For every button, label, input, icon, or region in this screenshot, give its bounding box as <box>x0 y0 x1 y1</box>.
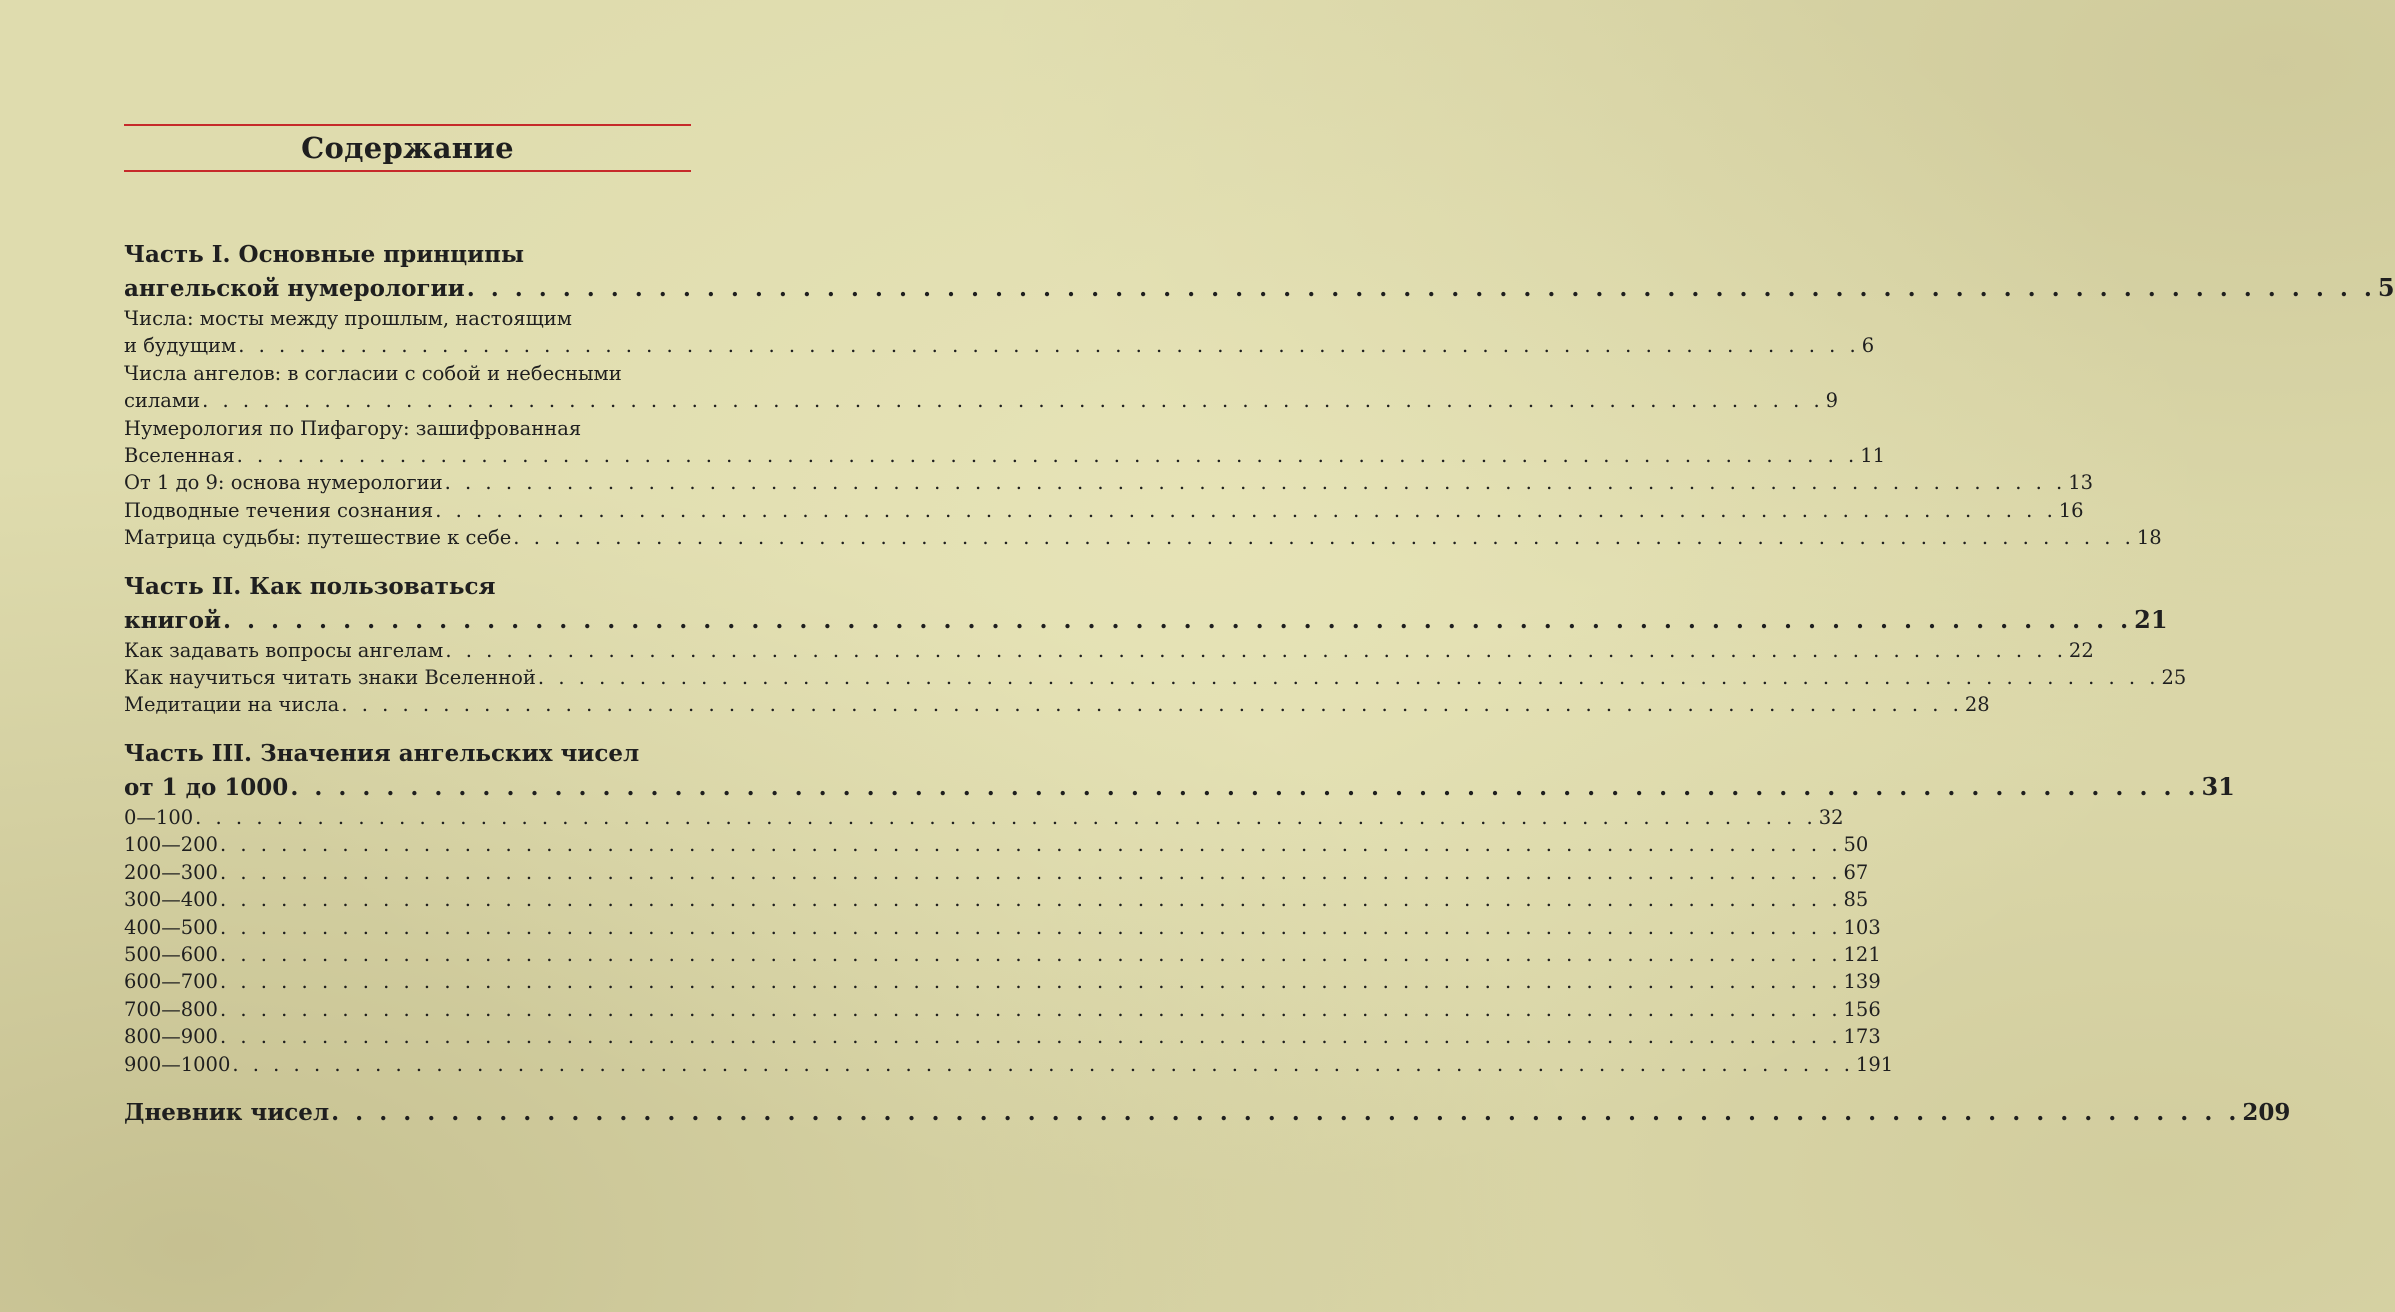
toc-entry <box>124 914 1881 941</box>
toc-entry <box>124 415 1886 470</box>
entry-row <box>124 497 2084 524</box>
entry-title: и будущим <box>124 334 237 358</box>
toc-entry <box>124 941 1881 968</box>
dot-leader: . . . . . . . . . . . . . . . . . . . . . . . . . . . . . . . . . . . . . . . . . . . . . . . . . . . . . . . . . . . . . . . . . . . . . . . . . . . . . . . . <box>202 389 1824 413</box>
entry-title: 100—200 <box>124 833 218 857</box>
dot-leader: . . . . . . . . . . . . . . . . . . . . . . . . . . . . . . . . . . . . . . . . . . . . . . . . . . . . . . . . . . . . . . . . . . . . . . . . . . . . . . . . <box>435 498 2057 522</box>
part-page-number: 21 <box>2134 604 2168 634</box>
dot-leader: . . . . . . . . . . . . . . . . . . . . . . . . . . . . . . . . . . . . . . . . . . . . . . . . . . . . . . . . . . . . . . . . . . . . . . . . . . . . . . . . <box>537 666 2160 690</box>
dot-leader: . . . . . . . . . . . . . . . . . . . . . . . . . . . . . . . . . . . . . . . . . . . . . . . . . . . . . . . . . . . . . . . . . . . . . . . . . . . . . . . . <box>445 638 2067 662</box>
toc-entry <box>124 1051 1894 1078</box>
entry-row <box>124 831 1869 858</box>
part-title-line2: ангельской нумерологии <box>124 275 465 302</box>
toc-entry <box>124 637 2094 664</box>
entry-title: Подводные течения сознания <box>124 498 434 522</box>
entry-row <box>124 442 1886 469</box>
dot-leader: . . . . . . . . . . . . . . . . . . . . . . . . . . . . . . . . . . . . . . . . . . . . . . . . . . . . . . . . . . . . . . . . . . . . . . . . . . . . . . . . <box>219 942 1842 966</box>
entry-row <box>124 637 2094 664</box>
dot-leader: . . . . . . . . . . . . . . . . . . . . . . . . . . . . . . . . . . . . . . . . . . . . . . . . . . . . . . . . . . . . . . . . . . . . . . . . . . . . . . . . <box>290 773 2200 801</box>
entry-page-number: 22 <box>2068 638 2094 662</box>
entry-title: Вселенная <box>124 444 235 468</box>
entry-row <box>124 996 1881 1023</box>
toc-entry <box>124 691 1990 718</box>
table-of-contents <box>124 238 2395 1129</box>
entry-page-number: 32 <box>1818 805 1844 829</box>
part-title <box>124 737 2235 804</box>
entry-title: 600—700 <box>124 970 218 994</box>
dot-leader: . . . . . . . . . . . . . . . . . . . . . . . . . . . . . . . . . . . . . . . . . . . . . . . . . . . . . . . . . . . . . . . . . . . . . . . . . . . . . . . . <box>331 1098 2241 1126</box>
entry-row <box>124 332 1875 359</box>
dot-leader: . . . . . . . . . . . . . . . . . . . . . . . . . . . . . . . . . . . . . . . . . . . . . . . . . . . . . . . . . . . . . . . . . . . . . . . . . . . . . . . . <box>223 606 2133 634</box>
dot-leader: . . . . . . . . . . . . . . . . . . . . . . . . . . . . . . . . . . . . . . . . . . . . . . . . . . . . . . . . . . . . . . . . . . . . . . . . . . . . . . . . <box>444 471 2067 495</box>
entry-row <box>124 804 1844 831</box>
toc-part <box>124 737 2235 1078</box>
diary-row <box>124 1096 2291 1129</box>
part-page-number: 31 <box>2201 771 2235 801</box>
entry-row <box>124 968 1881 995</box>
entry-page-number: 121 <box>1843 942 1881 966</box>
toc-entry <box>124 1023 1881 1050</box>
dot-leader: . . . . . . . . . . . . . . . . . . . . . . . . . . . . . . . . . . . . . . . . . . . . . . . . . . . . . . . . . . . . . . . . . . . . . . . . . . . . . . . . <box>219 860 1842 884</box>
dot-leader: . . . . . . . . . . . . . . . . . . . . . . . . . . . . . . . . . . . . . . . . . . . . . . . . . . . . . . . . . . . . . . . . . . . . . . . . . . . . . . . . <box>219 888 1842 912</box>
entry-title: 200—300 <box>124 860 218 884</box>
entry-title: Медитации на числа <box>124 693 340 717</box>
dot-leader: . . . . . . . . . . . . . . . . . . . . . . . . . . . . . . . . . . . . . . . . . . . . . . . . . . . . . . . . . . . . . . . . . . . . . . . . . . . . . . . . <box>341 693 1963 717</box>
part-title-line2: книгой <box>124 606 221 634</box>
part-title <box>124 570 2168 637</box>
entry-page-number: 18 <box>2136 526 2162 550</box>
entry-page-number: 6 <box>1861 334 1875 358</box>
entry-title-line1: Нумерология по Пифагору: зашифрованная <box>124 416 582 440</box>
entry-page-number: 13 <box>2068 471 2094 495</box>
entry-row <box>124 664 2187 691</box>
part-title-row <box>124 770 2235 804</box>
toc-entry <box>124 524 2162 551</box>
entry-page-number: 191 <box>1855 1052 1894 1076</box>
toc-entry <box>124 664 2187 691</box>
entry-page-number: 28 <box>1964 693 1990 717</box>
entry-page-number: 85 <box>1843 888 1869 912</box>
entry-row <box>124 859 1869 886</box>
entry-title: От 1 до 9: основа нумерологии <box>124 471 443 495</box>
page-title: Содержание <box>301 131 514 165</box>
part-title <box>124 238 2395 305</box>
toc-entry <box>124 804 1844 831</box>
entry-row <box>124 691 1990 718</box>
part-title-line2: от 1 до 1000 <box>124 773 289 801</box>
toc-entry <box>124 859 1869 886</box>
dot-leader: . . . . . . . . . . . . . . . . . . . . . . . . . . . . . . . . . . . . . . . . . . . . . . . . . . . . . . . . . . . . . . . . . . . . . . . . . . . . . . . . <box>195 805 1817 829</box>
toc-entry <box>124 968 1881 995</box>
entry-row <box>124 914 1881 941</box>
entry-row <box>124 941 1881 968</box>
dot-leader: . . . . . . . . . . . . . . . . . . . . . . . . . . . . . . . . . . . . . . . . . . . . . . . . . . . . . . . . . . . . . . . . . . . . . . . . . . . . . . . . <box>219 1025 1842 1049</box>
entry-title: Как научиться читать знаки Вселенной <box>124 666 536 690</box>
dot-leader: . . . . . . . . . . . . . . . . . . . . . . . . . . . . . . . . . . . . . . . . . . . . . . . . . . . . . . . . . . . . . . . . . . . . . . . . . . . . . . . . <box>236 444 1859 468</box>
entry-page-number: 9 <box>1825 389 1839 413</box>
entry-title-line1: Числа: мосты между прошлым, настоящим <box>124 307 572 330</box>
entry-row <box>124 1023 1881 1050</box>
entry-page-number: 16 <box>2058 498 2084 522</box>
entry-row <box>124 886 1869 913</box>
entry-title: 800—900 <box>124 1025 218 1049</box>
entry-row <box>124 387 1839 414</box>
entry-title: 700—800 <box>124 997 218 1021</box>
entry-page-number: 25 <box>2161 666 2187 690</box>
toc-entry <box>124 469 2094 496</box>
part-page-number: 5 <box>2377 273 2395 302</box>
toc-entry <box>124 831 1869 858</box>
toc-entry <box>124 497 2084 524</box>
entry-page-number: 103 <box>1843 915 1881 939</box>
entry-page-number: 173 <box>1843 1025 1881 1049</box>
dot-leader: . . . . . . . . . . . . . . . . . . . . . . . . . . . . . . . . . . . . . . . . . . . . . . . . . . . . . . . . . . . . . . . . . . . . . . . . . . . . . . . . <box>219 833 1842 857</box>
diary-entry <box>124 1096 2291 1129</box>
entry-row <box>124 469 2094 496</box>
dot-leader: . . . . . . . . . . . . . . . . . . . . . . . . . . . . . . . . . . . . . . . . . . . . . . . . . . . . . . . . . . . . . . . . . . . . . . . . . . . . . . . . <box>466 275 2376 302</box>
entry-page-number: 139 <box>1843 970 1881 994</box>
toc-part <box>124 238 2395 552</box>
toc-entry <box>124 305 1875 360</box>
entry-title: Матрица судьбы: путешествие к себе <box>124 526 512 550</box>
part-title-line1: Часть I. Основные принципы <box>124 241 525 268</box>
dot-leader: . . . . . . . . . . . . . . . . . . . . . . . . . . . . . . . . . . . . . . . . . . . . . . . . . . . . . . . . . . . . . . . . . . . . . . . . . . . . . . . . <box>513 526 2135 550</box>
toc-part <box>124 570 2187 719</box>
toc-entry <box>124 886 1869 913</box>
entry-row <box>124 1051 1894 1078</box>
entry-title: 400—500 <box>124 915 218 939</box>
dot-leader: . . . . . . . . . . . . . . . . . . . . . . . . . . . . . . . . . . . . . . . . . . . . . . . . . . . . . . . . . . . . . . . . . . . . . . . . . . . . . . . . <box>219 970 1842 994</box>
entry-title: 0—100 <box>124 805 194 829</box>
part-title-row <box>124 271 2395 305</box>
toc-entry <box>124 360 1839 415</box>
entry-title: 900—1000 <box>124 1052 231 1076</box>
part-title-line1: Часть II. Как пользоваться <box>124 572 496 600</box>
entry-title: силами <box>124 389 201 413</box>
entry-title: Как задавать вопросы ангелам <box>124 638 444 662</box>
entry-title: 300—400 <box>124 888 218 912</box>
toc-entry <box>124 996 1881 1023</box>
dot-leader: . . . . . . . . . . . . . . . . . . . . . . . . . . . . . . . . . . . . . . . . . . . . . . . . . . . . . . . . . . . . . . . . . . . . . . . . . . . . . . . . <box>219 915 1842 939</box>
part-title-line1: Часть III. Значения ангельских чисел <box>124 739 640 767</box>
dot-leader: . . . . . . . . . . . . . . . . . . . . . . . . . . . . . . . . . . . . . . . . . . . . . . . . . . . . . . . . . . . . . . . . . . . . . . . . . . . . . . . . <box>232 1052 1854 1076</box>
dot-leader: . . . . . . . . . . . . . . . . . . . . . . . . . . . . . . . . . . . . . . . . . . . . . . . . . . . . . . . . . . . . . . . . . . . . . . . . . . . . . . . . <box>219 997 1842 1021</box>
entry-page-number: 156 <box>1843 997 1881 1021</box>
part-title-row <box>124 603 2168 637</box>
dot-leader: . . . . . . . . . . . . . . . . . . . . . . . . . . . . . . . . . . . . . . . . . . . . . . . . . . . . . . . . . . . . . . . . . . . . . . . . . . . . . . . . <box>238 334 1860 358</box>
entry-page-number: 67 <box>1843 860 1869 884</box>
contents-header <box>124 124 691 172</box>
entry-row <box>124 524 2162 551</box>
diary-page-number: 209 <box>2242 1098 2291 1126</box>
entry-title: 500—600 <box>124 942 218 966</box>
entry-page-number: 11 <box>1860 444 1886 468</box>
entry-title-line1: Числа ангелов: в согласии с собой и небесными <box>124 361 622 385</box>
entry-page-number: 50 <box>1843 833 1869 857</box>
diary-title: Дневник чисел <box>124 1098 330 1126</box>
